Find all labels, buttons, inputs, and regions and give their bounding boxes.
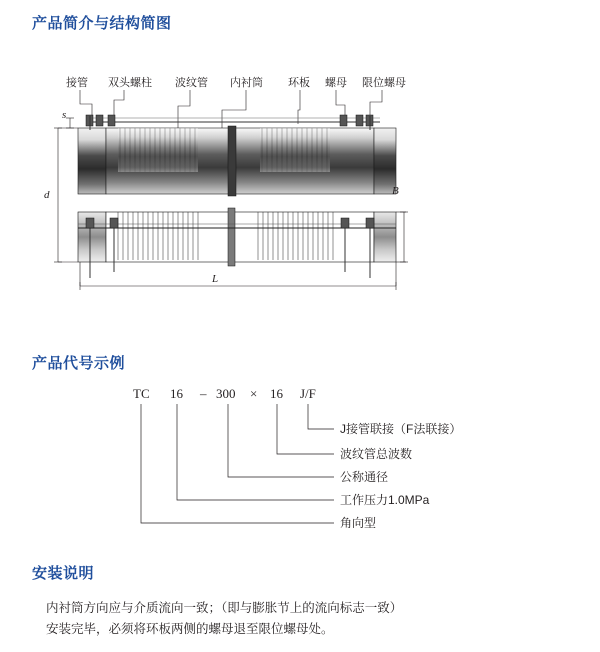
callout-label: 内衬筒 <box>230 77 263 89</box>
callout-label: 波纹管 <box>175 77 208 89</box>
product-code-example <box>0 378 600 538</box>
callout-label: 双头螺柱 <box>108 77 152 89</box>
install-notes <box>46 598 566 640</box>
code-description: 波纹管总波数 <box>340 447 413 461</box>
diagram-callout-labels <box>66 75 406 89</box>
code-token: 16 <box>270 386 283 401</box>
lower-assembly <box>78 208 396 278</box>
page-title-install: 安装说明 <box>32 565 95 582</box>
dimension-label-L: L <box>212 273 219 285</box>
callout-label: 限位螺母 <box>362 77 406 89</box>
page-title-code: 产品代号示例 <box>32 355 126 372</box>
dimension-label-s: s <box>62 109 67 121</box>
install-note-line: 安装完毕，必须将环板两侧的螺母退至限位螺母处。 <box>46 622 334 636</box>
structure-diagram <box>0 60 600 290</box>
code-leader-lines <box>141 404 334 523</box>
dimension-label-d: d <box>44 189 50 201</box>
code-token: × <box>250 386 258 401</box>
page-title-intro: 产品简介与结构简图 <box>32 15 172 32</box>
dimension-label-B: B <box>392 185 399 197</box>
upper-assembly <box>78 115 396 196</box>
code-description: 公称通径 <box>340 470 389 484</box>
code-token: J/F <box>300 386 316 401</box>
code-token: TC <box>133 386 150 401</box>
code-token: – <box>200 386 207 401</box>
callout-leaders <box>80 90 382 132</box>
code-token: 16 <box>170 386 183 401</box>
code-tokens <box>133 386 316 401</box>
code-descriptions <box>340 421 461 530</box>
callout-label: 接管 <box>66 77 88 89</box>
code-token: 300 <box>216 386 236 401</box>
callout-label: 环板 <box>288 77 310 89</box>
install-note-line: 内衬筒方向应与介质流向一致；（即与膨胀节上的流向标志一致） <box>46 601 403 615</box>
callout-label: 螺母 <box>325 77 347 89</box>
code-description: 角向型 <box>340 516 377 530</box>
code-description: 工作压力1.0MPa <box>340 493 430 507</box>
code-description: J接管联接（F法联接） <box>340 422 462 436</box>
